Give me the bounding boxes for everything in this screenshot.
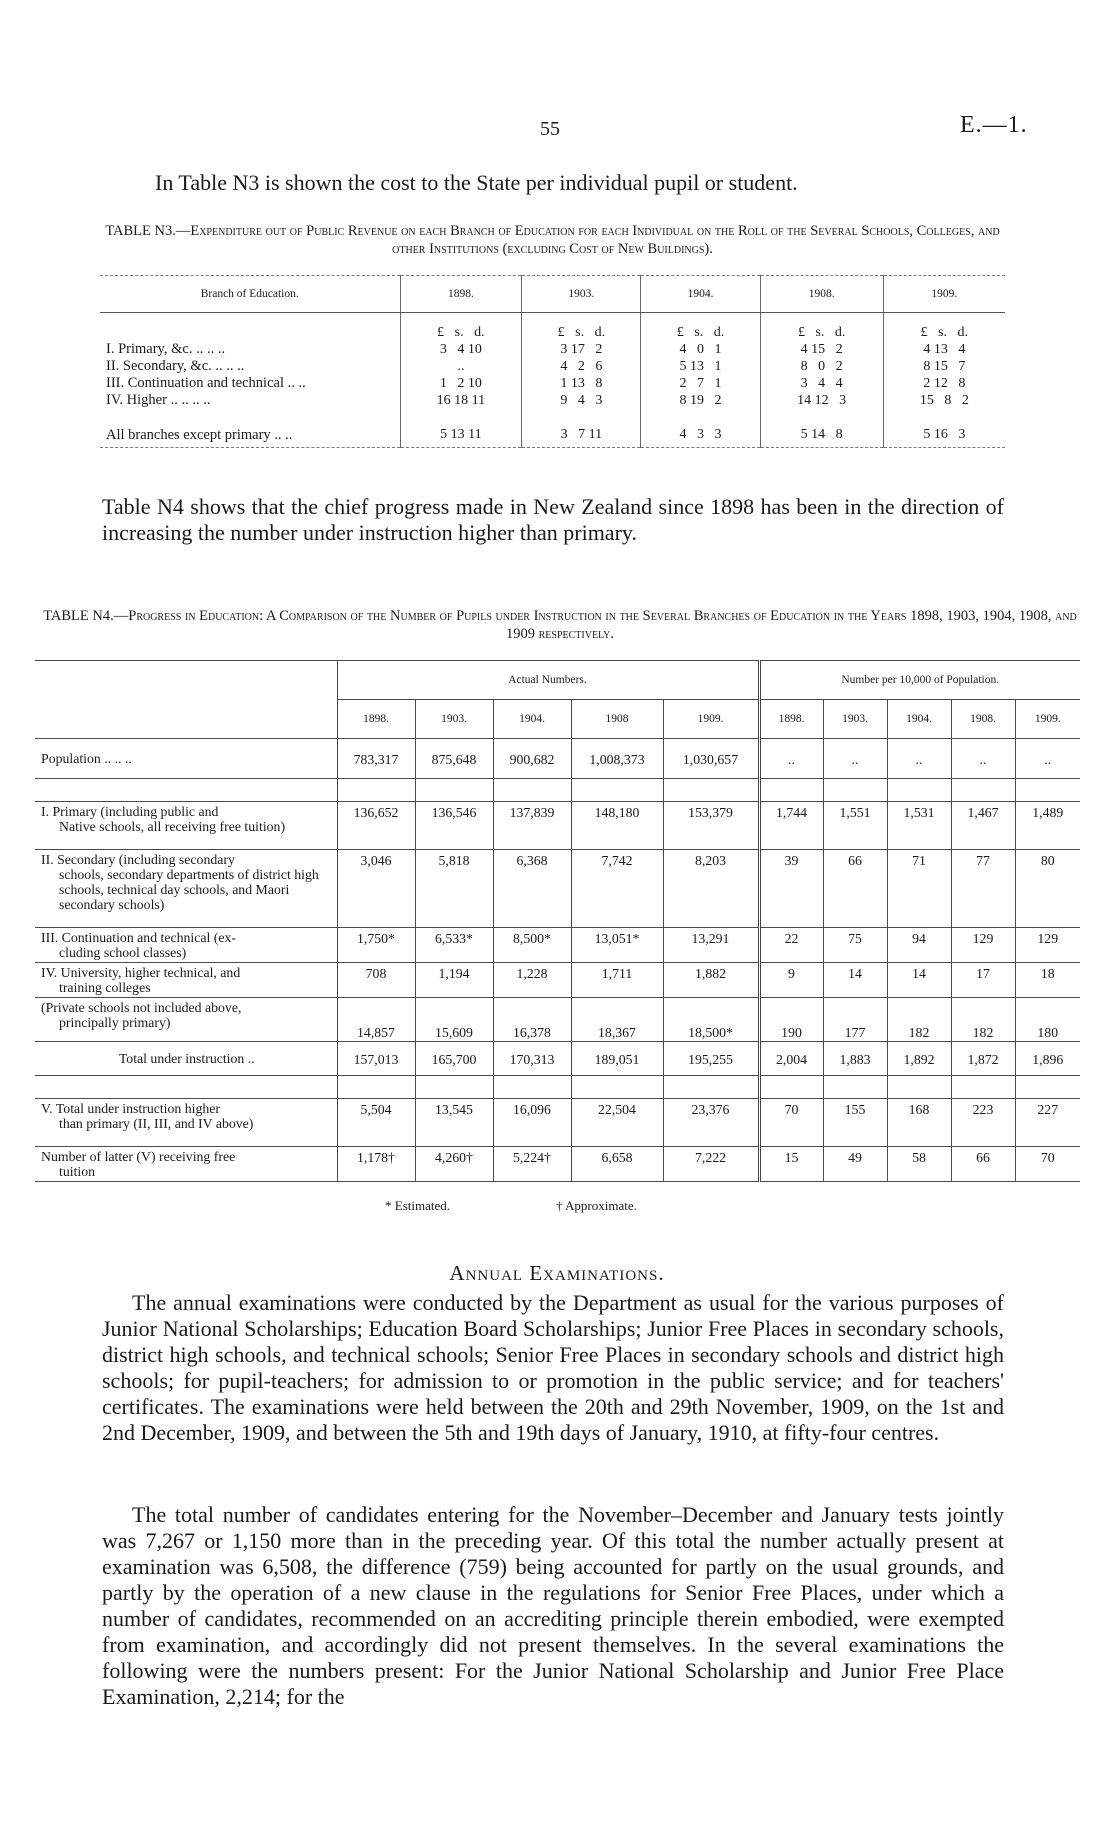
n4-cell: 6,533* xyxy=(415,928,493,963)
n3-units: £ s. d. xyxy=(641,313,760,342)
n4-row-label-main: I. Primary (including public and xyxy=(41,804,219,819)
n3-cell: 1 13 8 xyxy=(522,375,641,392)
n3-cell: 9 4 3 xyxy=(522,392,641,409)
paragraph-table-n4-intro: Table N4 shows that the chief progress made in New Zealand since 1898 has been in the direction of increasing the number under instruction higher than primary. xyxy=(102,494,1004,545)
n3-units: £ s. d. xyxy=(522,313,641,342)
n4-cell: 136,652 xyxy=(337,802,415,850)
n3-header-year: 1909. xyxy=(883,276,1005,313)
table-n4-caption xyxy=(40,607,1080,643)
n4-cell: 1,882 xyxy=(663,963,759,998)
n3-cell: 3 17 2 xyxy=(522,341,641,358)
table-row xyxy=(35,850,1080,928)
table-row xyxy=(35,1099,1080,1147)
n4-header-year: 1903. xyxy=(823,700,887,739)
n3-header-year: 1904. xyxy=(641,276,760,313)
n4-cell: 1,896 xyxy=(1015,1042,1080,1076)
n4-cell: 39 xyxy=(759,850,823,928)
n4-header-year: 1908. xyxy=(951,700,1015,739)
n4-row-label xyxy=(35,963,337,998)
n4-row-label xyxy=(35,1099,337,1147)
n3-cell: 1 2 10 xyxy=(400,375,522,392)
n4-row-label-main: IV. University, higher technical, and xyxy=(41,965,241,980)
paragraph-candidates: The total number of candidates entering for the November–December and January tests jointly was 7,267 or 1,150 more than in the preceding year. Of this total the number actually present at examination was 6,508, the difference (759) being accounted for partly on the usual grounds, and partly by the operation of a new clause in the regulations for Senior Free Places, under which a number of candidates, recommended on an accrediting principle therein embodied, were exempted from examination, and accordingly did not present themselves. In the several examinations the following were the numbers present: For the Junior National Scholarship and Junior Free Place Examination, 2,214; for the xyxy=(102,1502,1004,1709)
n4-header-per-population: Number per 10,000 of Population. xyxy=(759,661,1080,700)
n4-cell: 13,291 xyxy=(663,928,759,963)
n3-cell: 3 4 10 xyxy=(400,341,522,358)
n4-cell: 70 xyxy=(759,1099,823,1147)
table-n4-caption-lead: TABLE N4.— xyxy=(43,608,129,624)
n4-cell: 9 xyxy=(759,963,823,998)
n4-row-label-main: V. Total under instruction higher xyxy=(41,1101,221,1116)
n4-cell: 1,892 xyxy=(887,1042,951,1076)
n4-cell: 17 xyxy=(951,963,1015,998)
n3-cell: 14 12 3 xyxy=(760,392,883,409)
n3-cell: 8 19 2 xyxy=(641,392,760,409)
n4-cell: 195,255 xyxy=(663,1042,759,1076)
intro-text: In Table N3 is shown the cost to the State per individual pupil or student. xyxy=(155,170,798,195)
n4-cell: 148,180 xyxy=(571,802,663,850)
n4-cell: 155 xyxy=(823,1099,887,1147)
n4-cell: 58 xyxy=(887,1147,951,1182)
n4-row-label xyxy=(35,998,337,1042)
n4-cell: 14 xyxy=(887,963,951,998)
n4-cell: 1,551 xyxy=(823,802,887,850)
n4-row-label-main: (Private schools not included above, xyxy=(41,1000,242,1015)
footnote-estimated: * Estimated. xyxy=(385,1198,450,1213)
table-row xyxy=(35,802,1080,850)
n3-cell: 2 12 8 xyxy=(883,375,1005,392)
n4-cell: 129 xyxy=(1015,928,1080,963)
n4-row-label xyxy=(35,850,337,928)
n4-cell: 94 xyxy=(887,928,951,963)
n4-cell: 190 xyxy=(759,998,823,1042)
footnote-approximate: † Approximate. xyxy=(556,1198,637,1213)
n4-cell: 5,818 xyxy=(415,850,493,928)
n4-cell: 1,194 xyxy=(415,963,493,998)
n4-cell: 137,839 xyxy=(493,802,571,850)
n4-total-label: Total under instruction .. xyxy=(35,1042,337,1076)
n3-cell: 16 18 11 xyxy=(400,392,522,409)
n3-cell: 3 4 4 xyxy=(760,375,883,392)
table-row xyxy=(35,963,1080,998)
n4-cell: 16,096 xyxy=(493,1099,571,1147)
table-row xyxy=(100,375,1005,392)
n4-cell: .. xyxy=(951,739,1015,779)
table-row xyxy=(100,392,1005,409)
n4-row-label-rest: cluding school classes) xyxy=(59,945,187,960)
n4-cell: 49 xyxy=(823,1147,887,1182)
n4-cell: 75 xyxy=(823,928,887,963)
n4-cell: 5,504 xyxy=(337,1099,415,1147)
n4-cell: 14,857 xyxy=(337,998,415,1042)
n4-cell: 900,682 xyxy=(493,739,571,779)
n4-cell: 13,545 xyxy=(415,1099,493,1147)
n3-row-label: I. Primary, &c. .. .. .. xyxy=(106,341,226,357)
n4-cell: 71 xyxy=(887,850,951,928)
n4-cell: 170,313 xyxy=(493,1042,571,1076)
n4-row-label xyxy=(35,1147,337,1182)
n4-cell: 182 xyxy=(951,998,1015,1042)
n4-header-year: 1904. xyxy=(887,700,951,739)
n3-row-label: IV. Higher .. .. .. .. xyxy=(106,392,211,408)
n4-cell: 1,883 xyxy=(823,1042,887,1076)
n4-cell: 80 xyxy=(1015,850,1080,928)
n4-cell: 223 xyxy=(951,1099,1015,1147)
n4-row-label xyxy=(35,802,337,850)
n4-cell: 13,051* xyxy=(571,928,663,963)
n4-cell: 177 xyxy=(823,998,887,1042)
n4-cell: 157,013 xyxy=(337,1042,415,1076)
n3-cell: 5 14 8 xyxy=(760,409,883,448)
n4-cell: 70 xyxy=(1015,1147,1080,1182)
document-reference: E.—1. xyxy=(960,112,1028,138)
table-row xyxy=(100,341,1005,358)
n4-row-label-rest: tuition xyxy=(59,1164,96,1179)
n4-row-label-rest: than primary (II, III, and IV above) xyxy=(59,1116,254,1131)
table-row xyxy=(35,1147,1080,1182)
n3-header-year: 1903. xyxy=(522,276,641,313)
table-n4-caption-text: Progress in Education: A Comparison of the Number of Pupils under Instruction in the Several Branches of Education in the Years 1898, 1903, 1904, 1908, and 1909 respectively. xyxy=(128,608,1077,642)
n4-cell: 1,178† xyxy=(337,1147,415,1182)
n4-cell: 5,224† xyxy=(493,1147,571,1182)
n3-units: £ s. d. xyxy=(400,313,522,342)
table-row xyxy=(35,928,1080,963)
n3-cell: 4 3 3 xyxy=(641,409,760,448)
n4-cell: 180 xyxy=(1015,998,1080,1042)
n4-cell: .. xyxy=(759,739,823,779)
table-n3 xyxy=(100,275,1005,448)
n3-cell: .. xyxy=(400,358,522,375)
paragraph-annual-examinations: The annual examinations were conducted by the Department as usual for the various purposes of Junior National Scholarships; Education Board Scholarships; Junior Free Places in secondary schools, district high schools, and technical schools; Senior Free Places in secondary schools and district high schools; for pupil-teachers; for admission to or promotion in the public service; and for teachers' certificates. The examinations were held between the 20th and 29th November, 1909, on the 1st and 2nd December, 1909, and between the 5th and 19th days of January, 1910, at fifty-four centres. xyxy=(102,1290,1004,1445)
n4-cell: 153,379 xyxy=(663,802,759,850)
n3-cell: 3 7 11 xyxy=(522,409,641,448)
table-n3-caption xyxy=(100,222,1005,258)
n4-cell: 129 xyxy=(951,928,1015,963)
table-row xyxy=(100,409,1005,448)
n4-cell: 22,504 xyxy=(571,1099,663,1147)
n4-cell: .. xyxy=(887,739,951,779)
n4-cell: 227 xyxy=(1015,1099,1080,1147)
n4-cell: 783,317 xyxy=(337,739,415,779)
n3-cell: 4 2 6 xyxy=(522,358,641,375)
n4-cell: 7,742 xyxy=(571,850,663,928)
n4-row-label-main: III. Continuation and technical (ex- xyxy=(41,930,237,945)
n4-cell: 1,872 xyxy=(951,1042,1015,1076)
n4-row-label-main: Number of latter (V) receiving free xyxy=(41,1149,236,1164)
n4-cell: 18,500* xyxy=(663,998,759,1042)
n3-header-year: 1898. xyxy=(400,276,522,313)
n4-cell: 18,367 xyxy=(571,998,663,1042)
n4-cell: 182 xyxy=(887,998,951,1042)
n4-cell: 7,222 xyxy=(663,1147,759,1182)
n4-cell: 708 xyxy=(337,963,415,998)
table-row xyxy=(35,1042,1080,1076)
n3-cell: 8 0 2 xyxy=(760,358,883,375)
n3-cell: 5 13 11 xyxy=(400,409,522,448)
n4-cell: 1,489 xyxy=(1015,802,1080,850)
n4-cell: 2,004 xyxy=(759,1042,823,1076)
n3-cell: 5 16 3 xyxy=(883,409,1005,448)
table-n4 xyxy=(35,660,1080,1182)
n4-cell: 4,260† xyxy=(415,1147,493,1182)
n4-cell: 8,203 xyxy=(663,850,759,928)
table-n3-caption-text: Expenditure out of Public Revenue on each Branch of Education for each Individual on the Roll of the Several Schools, Colleges, and other Institutions (excluding Cost of New Buildings). xyxy=(190,223,1000,257)
n4-cell: 18 xyxy=(1015,963,1080,998)
n4-row-label: Population .. .. .. xyxy=(35,739,337,779)
section-heading: Annual Examinations. xyxy=(449,1261,665,1285)
table-n3-caption-lead: TABLE N3.— xyxy=(105,223,191,239)
n4-cell: 1,711 xyxy=(571,963,663,998)
n4-cell: 1,531 xyxy=(887,802,951,850)
n4-header-year: 1909. xyxy=(1015,700,1080,739)
n4-cell: 3,046 xyxy=(337,850,415,928)
n4-header-year: 1898. xyxy=(759,700,823,739)
n3-row-label: II. Secondary, &c. .. .. .. xyxy=(106,358,245,374)
n3-header-year: 1908. xyxy=(760,276,883,313)
n3-cell: 2 7 1 xyxy=(641,375,760,392)
n4-cell: 1,750* xyxy=(337,928,415,963)
table-row xyxy=(35,998,1080,1042)
page-number: 55 xyxy=(540,118,560,140)
n4-header-actual-numbers: Actual Numbers. xyxy=(337,661,759,700)
n4-cell: .. xyxy=(823,739,887,779)
n4-header-year: 1898. xyxy=(337,700,415,739)
n4-cell: 16,378 xyxy=(493,998,571,1042)
table-row xyxy=(35,739,1080,779)
n4-cell: 6,368 xyxy=(493,850,571,928)
n4-header-year: 1909. xyxy=(663,700,759,739)
n4-cell: 189,051 xyxy=(571,1042,663,1076)
n4-cell: 6,658 xyxy=(571,1147,663,1182)
n3-cell: 4 13 4 xyxy=(883,341,1005,358)
n4-cell: 136,546 xyxy=(415,802,493,850)
n3-row-label: III. Continuation and technical .. .. xyxy=(106,375,306,391)
n4-header-year: 1904. xyxy=(493,700,571,739)
n3-units: £ s. d. xyxy=(760,313,883,342)
n4-cell: 15,609 xyxy=(415,998,493,1042)
table-row xyxy=(100,358,1005,375)
n4-row-label-rest: schools, secondary departments of district high schools, technical day schools, and Maori secondary schools) xyxy=(59,867,319,912)
n3-header-branch: Branch of Education. xyxy=(100,276,400,313)
n4-cell: 168 xyxy=(887,1099,951,1147)
n4-row-label-rest: training colleges xyxy=(59,980,151,995)
n4-cell: .. xyxy=(1015,739,1080,779)
n4-cell: 14 xyxy=(823,963,887,998)
n3-cell: 8 15 7 xyxy=(883,358,1005,375)
n4-header-year: 1903. xyxy=(415,700,493,739)
n3-cell: 15 8 2 xyxy=(883,392,1005,409)
n4-cell: 77 xyxy=(951,850,1015,928)
n4-cell: 165,700 xyxy=(415,1042,493,1076)
n4-cell: 875,648 xyxy=(415,739,493,779)
n4-cell: 66 xyxy=(823,850,887,928)
n4-cell: 1,228 xyxy=(493,963,571,998)
n3-units-row xyxy=(100,313,1005,342)
n4-cell: 66 xyxy=(951,1147,1015,1182)
n4-cell: 23,376 xyxy=(663,1099,759,1147)
n4-cell: 1,008,373 xyxy=(571,739,663,779)
n3-cell: 4 0 1 xyxy=(641,341,760,358)
n4-row-label-rest: Native schools, all receiving free tuition) xyxy=(59,819,286,834)
n4-row-label xyxy=(35,928,337,963)
n4-cell: 8,500* xyxy=(493,928,571,963)
n4-cell: 15 xyxy=(759,1147,823,1182)
n4-row-label-rest: principally primary) xyxy=(59,1015,171,1030)
n4-cell: 1,744 xyxy=(759,802,823,850)
n3-cell: 5 13 1 xyxy=(641,358,760,375)
n3-cell: 4 15 2 xyxy=(760,341,883,358)
n4-header-year: 1908 xyxy=(571,700,663,739)
n4-cell: 1,030,657 xyxy=(663,739,759,779)
n4-cell: 22 xyxy=(759,928,823,963)
n3-units: £ s. d. xyxy=(883,313,1005,342)
n3-all-branches-label: All branches except primary .. .. xyxy=(100,409,400,448)
n4-row-label-main: II. Secondary (including secondary xyxy=(41,852,235,867)
n4-cell: 1,467 xyxy=(951,802,1015,850)
